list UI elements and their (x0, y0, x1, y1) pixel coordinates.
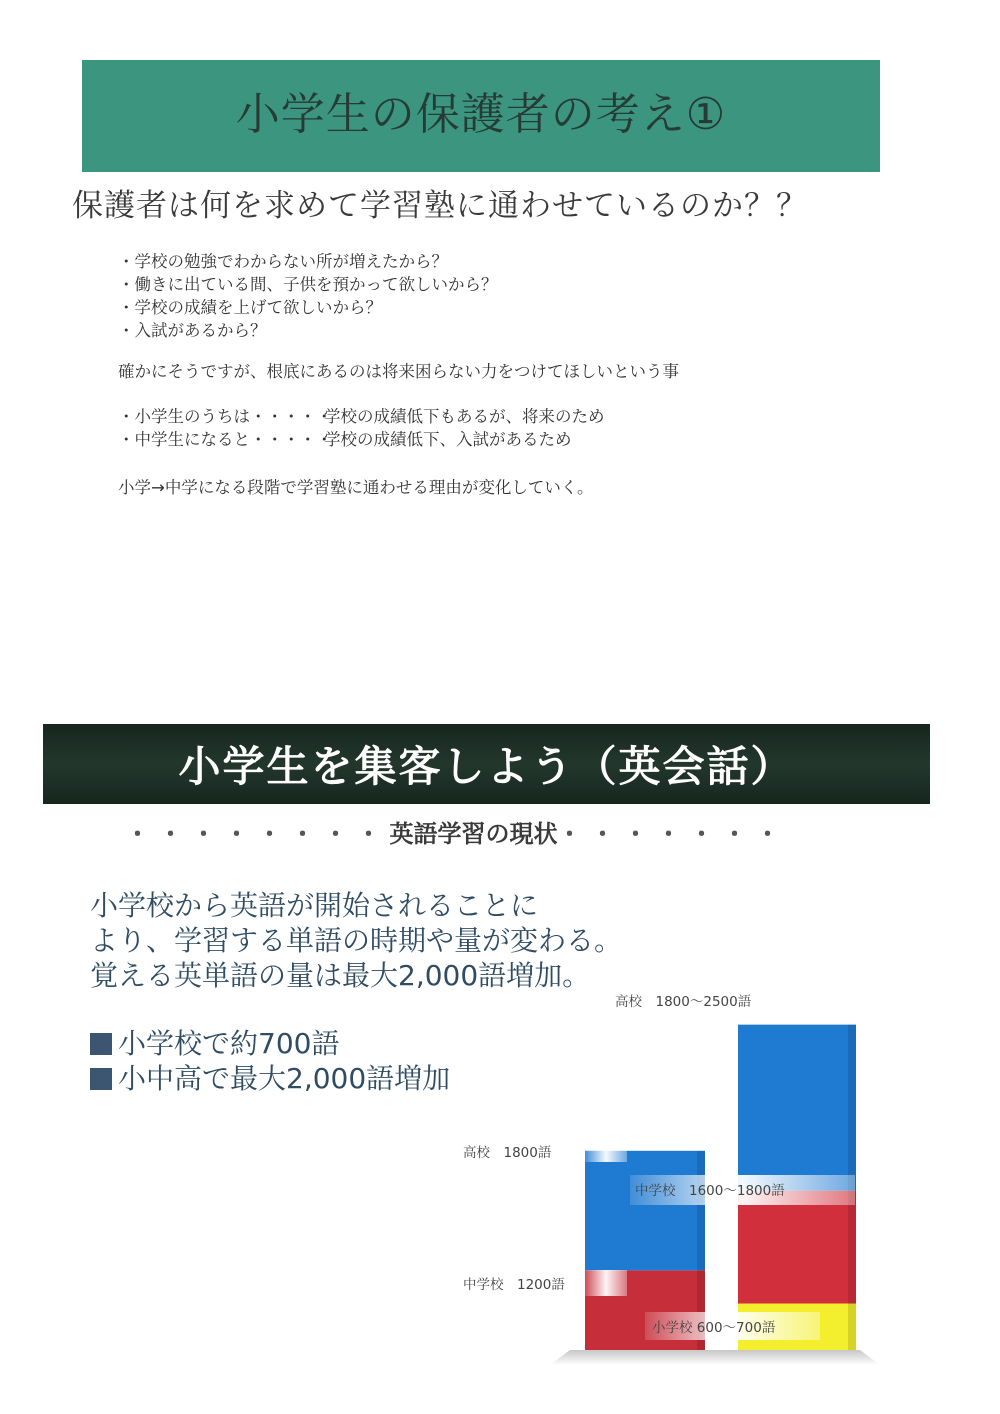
comparison-text: 学校の成績低下、入試があるため (324, 430, 572, 449)
section1-summary: 小学→中学になる段階で学習塾に通わせる理由が変化していく。 (118, 478, 594, 497)
comparison-list (118, 405, 605, 451)
list-item: ・学校の勉強でわからない所が増えたから？ (118, 252, 448, 271)
comparison-row (118, 428, 605, 451)
square-bullet-icon (90, 1033, 112, 1055)
square-bullet-icon (90, 1068, 112, 1090)
list-item: ・働きに出ている間、子供を預かって欲しいから？ (118, 275, 498, 294)
comparison-label: ・中学生になると・・・・・ (118, 430, 333, 449)
comparison-row (118, 405, 605, 428)
lead-line: 覚える英単語の量は最大2,000語増加。 (90, 959, 591, 992)
lead-line: より、学習する単語の時期や量が変わる。 (90, 924, 623, 957)
subtitle-dots-left: ・・・・・・・・ (125, 820, 390, 848)
section2-bullets (90, 1026, 450, 1096)
bullet-item (90, 1026, 450, 1061)
bullet-text: 小学校で約700語 (118, 1027, 340, 1060)
vocabulary-bar-chart (440, 940, 900, 1370)
floor-shadow (550, 1350, 880, 1365)
section1-question: 保護者は何を求めて学習塾に通わせているのか？？ (72, 188, 808, 224)
section2-title-banner (43, 724, 930, 804)
section1-note: 確かにそうですが、根底にあるのは将来困らない力をつけてほしいという事 (118, 362, 679, 381)
label-right-elementary: 小学校 600〜700語 (652, 1320, 776, 1336)
label-left-junior-high: 中学校 1200語 (463, 1277, 565, 1293)
section2-subtitle (0, 814, 914, 849)
bar-right-junior-high (738, 1191, 856, 1304)
comparison-label: ・小学生のうちは・・・・・ (118, 407, 333, 426)
comparison-text: 学校の成績低下もあるが、将来のため (324, 407, 605, 426)
subtitle-text: 英語学習の現状 (389, 820, 558, 848)
label-right-high-school: 高校 1800〜2500語 (615, 994, 752, 1010)
label-left-high-school: 高校 1800語 (463, 1145, 552, 1161)
list-item: ・学校の成績を上げて欲しいから？ (118, 298, 382, 317)
bar-right-high-school (738, 1025, 856, 1191)
reason-list (118, 250, 498, 342)
section2-title: 小学生を集客しよう（英会話） (178, 742, 795, 791)
lead-line: 小学校から英語が開始されることに (90, 889, 539, 922)
bar-left-high-school (585, 1151, 705, 1271)
bullet-text: 小中高で最大2,000語増加 (118, 1062, 451, 1095)
label-highlight (755, 985, 850, 1015)
subtitle-dots-right: ・・・・・・・ (557, 820, 789, 848)
list-item: ・入試があるから？ (118, 321, 267, 340)
label-highlight (585, 1270, 627, 1296)
section1-title: 小学生の保護者の考え① (235, 89, 727, 140)
section1-title-banner (82, 60, 880, 172)
label-highlight (585, 1138, 627, 1162)
label-right-junior-high: 中学校 1600〜1800語 (635, 1183, 785, 1199)
bullet-item (90, 1061, 450, 1096)
